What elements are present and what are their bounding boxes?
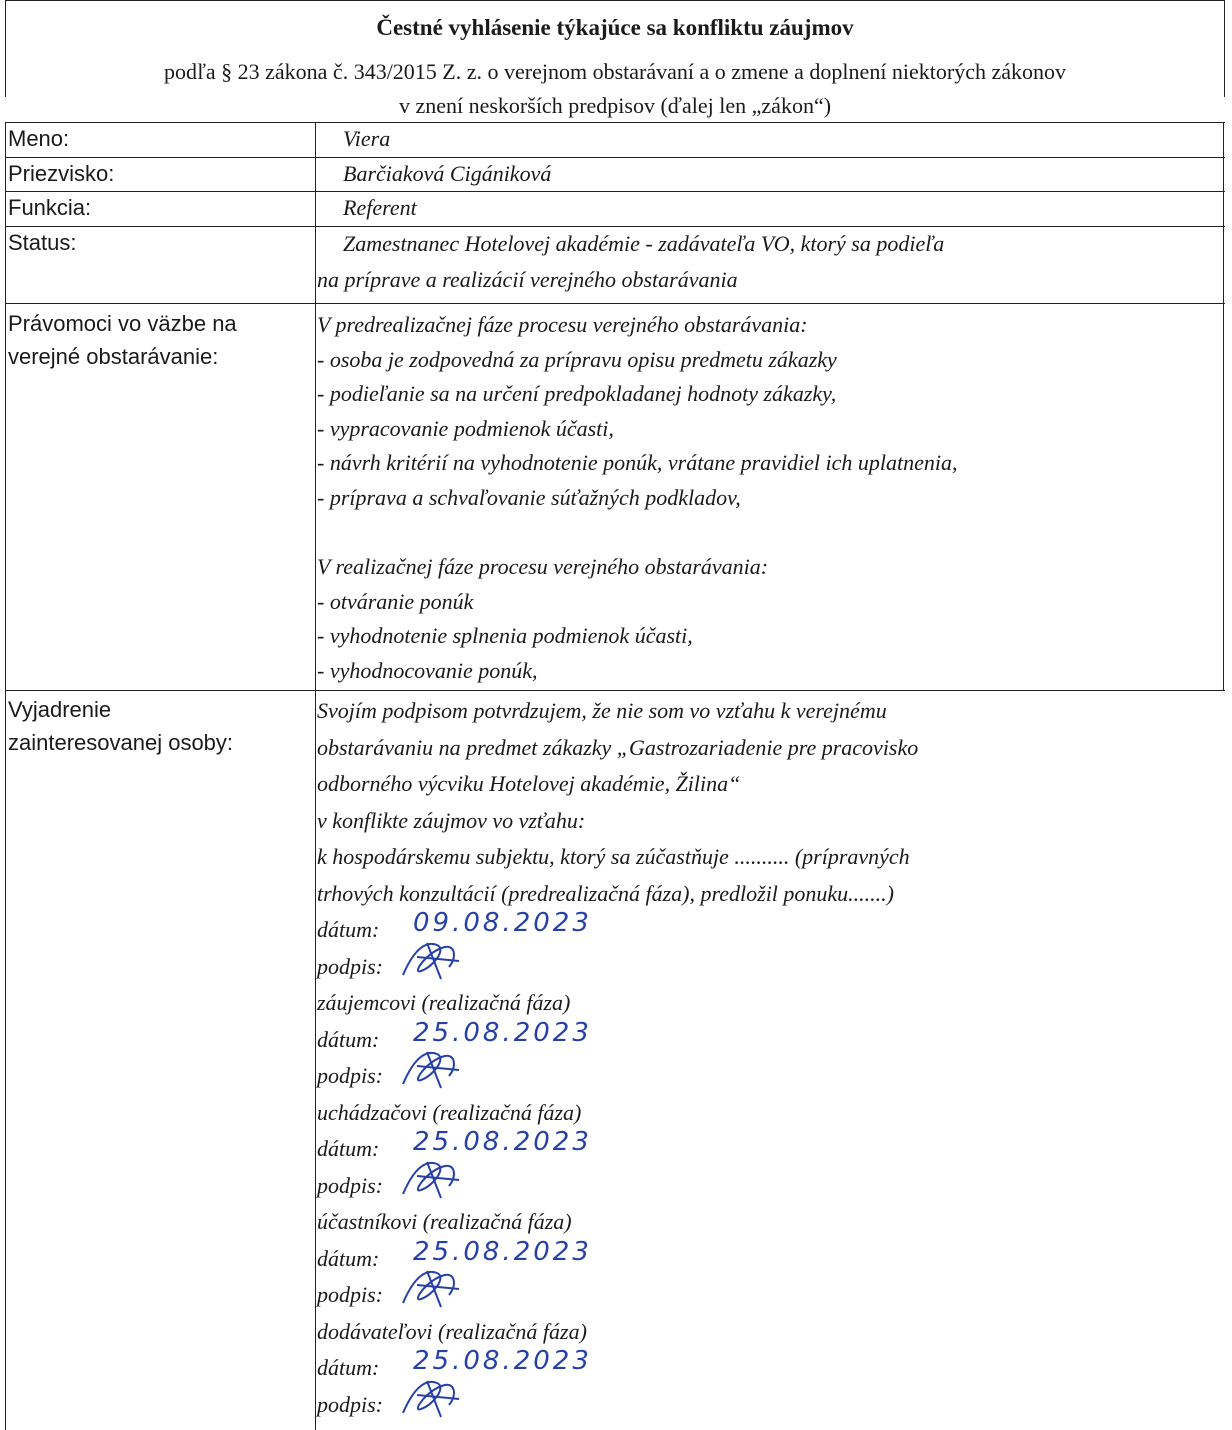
- powers-line: - vyhodnotenie splnenia podmienok účasti,: [317, 623, 693, 649]
- powers-line: - vyhodnocovanie ponúk,: [317, 658, 538, 683]
- handwritten-date: 25.08.2023: [413, 1346, 592, 1376]
- statement-line: záujemcovi (realizačná fáza): [317, 990, 571, 1015]
- statement-line: podpis:: [317, 1172, 383, 1198]
- statement-line: trhových konzultácií (predrealizačná fáza), predložil ponuku.......): [317, 880, 895, 906]
- signature-icon: [397, 1156, 467, 1207]
- statement-line: podpis:: [317, 1391, 383, 1417]
- statement-line: dodávateľovi (realizačná fáza): [317, 1318, 587, 1344]
- table-rule: [5, 157, 1225, 158]
- document-subtitle-line2: v znení neskorších predpisov (ďalej len „zákon“): [398, 93, 832, 118]
- declaration-document: [5, 0, 1227, 1430]
- function-label: Funkcia:: [8, 195, 92, 220]
- statement-line: dátum:: [317, 1245, 380, 1271]
- table-rule: [5, 303, 1225, 304]
- table-rule: [315, 122, 316, 1430]
- signature-icon: [397, 1375, 467, 1426]
- powers-line: V predrealizačnej fáze procesu verejného obstarávania:: [317, 312, 808, 337]
- table-rule: [5, 191, 1225, 192]
- handwritten-date: 25.08.2023: [413, 1236, 592, 1267]
- statement-line: dátum:: [317, 1355, 380, 1380]
- fields-table: [5, 122, 1225, 1430]
- function-value: Referent: [343, 195, 417, 220]
- powers-line: - vypracovanie podmienok účasti,: [317, 415, 614, 441]
- handwritten-date: 09.08.2023: [413, 908, 592, 938]
- statement-line: v konflikte záujmov vo vzťahu:: [317, 807, 586, 833]
- status-value-line2: na príprave a realizácií verejného obstarávania: [317, 267, 738, 292]
- statement-label-line2: zainteresovanej osoby:: [8, 730, 234, 755]
- statement-line: dátum:: [317, 1026, 380, 1052]
- statement-line: podpis:: [317, 1282, 383, 1307]
- table-rule: [5, 122, 6, 1430]
- table-rule: [5, 122, 1225, 123]
- powers-line: V realizačnej fáze procesu verejného obstarávania:: [317, 554, 769, 580]
- handwritten-date: 25.08.2023: [413, 1127, 592, 1157]
- statement-line: účastníkovi (realizačná fáza): [317, 1209, 572, 1234]
- statement-line: Svojím podpisom potvrdzujem, že nie som vo vzťahu k verejnému: [317, 698, 887, 723]
- powers-line: - podieľanie sa na určení predpokladanej hodnoty zákazky,: [317, 381, 837, 407]
- table-rule: [1223, 122, 1224, 690]
- statement-line: podpis:: [317, 953, 383, 979]
- name-value: Viera: [343, 126, 391, 151]
- surname-value: Barčiaková Cigániková: [343, 161, 552, 186]
- document-subtitle-line1: podľa § 23 zákona č. 343/2015 Z. z. o verejnom obstarávaní a o zmene a doplnení niektorých zákonov: [163, 59, 1067, 84]
- signature-icon: [397, 1046, 467, 1097]
- statement-line: k hospodárskemu subjektu, ktorý sa zúčastňuje .......... (prípravných: [317, 844, 910, 869]
- handwritten-date: 25.08.2023: [413, 1017, 592, 1048]
- powers-line: - osoba je zodpovedná za prípravu opisu predmetu zákazky: [317, 346, 837, 372]
- powers-line: - návrh kritérií na vyhodnotenie ponúk, vrátane pravidiel ich uplatnenia,: [317, 450, 958, 476]
- powers-label-line2: verejné obstarávanie:: [8, 344, 219, 369]
- powers-line: - príprava a schvaľovanie súťažných podkladov,: [317, 485, 741, 510]
- statement-label-line1: Vyjadrenie: [8, 697, 112, 722]
- name-label: Meno:: [8, 126, 70, 151]
- signature-icon: [397, 1265, 467, 1316]
- surname-label: Priezvisko:: [8, 161, 115, 186]
- status-value-line1: Zamestnanec Hotelovej akadémie - zadávateľa VO, ktorý sa podieľa: [343, 231, 945, 256]
- powers-line: - otváranie ponúk: [317, 588, 474, 614]
- statement-line: obstarávaniu na predmet zákazky „Gastrozariadenie pre pracovisko: [317, 734, 919, 760]
- powers-label-line1: Právomoci vo väzbe na: [8, 311, 237, 336]
- table-rule: [5, 690, 1225, 691]
- header-box: [5, 0, 1225, 118]
- document-title: Čestné vyhlásenie týkajúce sa konfliktu záujmov: [376, 15, 854, 40]
- statement-line: uchádzačovi (realizačná fáza): [317, 1099, 582, 1125]
- signature-icon: [397, 937, 467, 988]
- statement-line: podpis:: [317, 1063, 383, 1088]
- statement-line: dátum:: [317, 917, 380, 942]
- status-label: Status:: [8, 230, 77, 255]
- statement-line: odborného výcviku Hotelovej akadémie, Žilina“: [317, 771, 741, 796]
- table-rule: [5, 226, 1225, 227]
- statement-line: dátum:: [317, 1136, 380, 1161]
